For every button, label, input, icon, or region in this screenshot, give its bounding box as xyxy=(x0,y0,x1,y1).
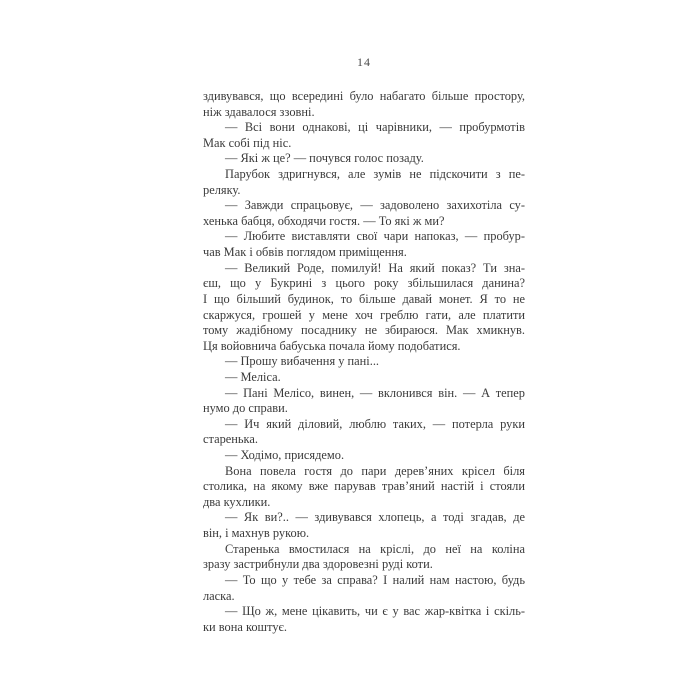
text-line: два кухлики. xyxy=(203,494,271,509)
text-line: — Які ж це? — почувся голос позаду. xyxy=(225,151,424,166)
paragraph xyxy=(203,229,525,260)
text-line: він, і махнув рукою. xyxy=(203,526,310,541)
paragraph xyxy=(203,151,525,167)
text-line: здивувався, що всередині було набагато більше простору, xyxy=(203,89,525,103)
text-line: — Ич який діловий, люблю таких, — потерла руки xyxy=(225,416,525,431)
text-line: Ця войовнича бабуська почала йому подобатися. xyxy=(203,338,461,353)
text-line: І що більший будинок, то більше давай монет. Я то не xyxy=(203,291,525,306)
text-line: Парубок здригнувся, але зумів не підскочити з пе- xyxy=(225,167,525,182)
text-line: — Прошу вибачення у пані... xyxy=(225,354,380,369)
text-line: хенька бабця, обходячи гостя. — То які ж ми? xyxy=(203,213,445,228)
text-line: — Меліса. xyxy=(225,369,281,384)
text-line: Мак собі під ніс. xyxy=(203,135,292,150)
page-number: 14 xyxy=(357,55,371,69)
text-block xyxy=(203,89,525,635)
text-line: — Великий Роде, помилуй! На який показ? Ти зна- xyxy=(225,260,525,275)
text-line: реляку. xyxy=(203,182,241,197)
paragraph xyxy=(203,417,525,448)
text-line: Старенька вмостилася на кріслі, до неї на коліна xyxy=(225,541,525,556)
text-line: ласка. xyxy=(203,588,235,603)
paragraph xyxy=(203,198,525,229)
text-line: єш, що у Букрині з цього року збільшилася данина? xyxy=(203,276,525,291)
text-line: — Всі вони однакові, ці чарівники, — пробурмотів xyxy=(225,120,525,135)
text-line: старенька. xyxy=(203,432,258,447)
paragraph xyxy=(203,120,525,151)
text-line: — Що ж, мене цікавить, чи є у вас жар-квітка і скіль- xyxy=(225,604,525,619)
paragraph xyxy=(203,448,525,464)
text-line: ки вона коштує. xyxy=(203,619,287,634)
paragraph xyxy=(203,261,525,355)
paragraph xyxy=(203,510,525,541)
text-line: — Завжди спрацьовує, — задоволено захихотіла су- xyxy=(225,198,525,213)
text-line: ніж здавалося ззовні. xyxy=(203,104,315,119)
paragraph xyxy=(203,542,525,573)
paragraph xyxy=(203,354,525,370)
text-line: — Пані Мелісо, винен, — вклонився він. — А тепер xyxy=(225,385,525,400)
text-line: Вона повела гостя до пари дерев’яних крісел біля xyxy=(225,463,525,478)
text-line: чав Мак і обвів поглядом приміщення. xyxy=(203,245,407,260)
text-line: — Ходімо, присядемо. xyxy=(225,448,345,463)
text-line: нумо до справи. xyxy=(203,401,288,416)
text-line: скаржуся, грошей у мене хоч греблю гати, але платити xyxy=(203,307,525,322)
paragraph xyxy=(203,370,525,386)
paragraph xyxy=(203,167,525,198)
text-line: — Любите виставляти свої чари напоказ, — пробур- xyxy=(225,229,525,244)
paragraph xyxy=(203,604,525,635)
text-line: — То що у тебе за справа? І налий нам настою, будь xyxy=(225,572,525,587)
text-line: тому жадібному посаднику не збираюся. Мак хмикнув. xyxy=(203,323,525,338)
text-line: — Як ви?.. — здивувався хлопець, а тоді згадав, де xyxy=(225,510,525,525)
text-line: столика, на якому вже парував трав’яний настій і стояли xyxy=(203,479,525,494)
paragraph xyxy=(203,89,525,120)
paragraph xyxy=(203,464,525,511)
paragraph xyxy=(203,386,525,417)
text-line: зразу застрибнули два здоровезні руді коти. xyxy=(203,557,433,572)
paragraph xyxy=(203,573,525,604)
